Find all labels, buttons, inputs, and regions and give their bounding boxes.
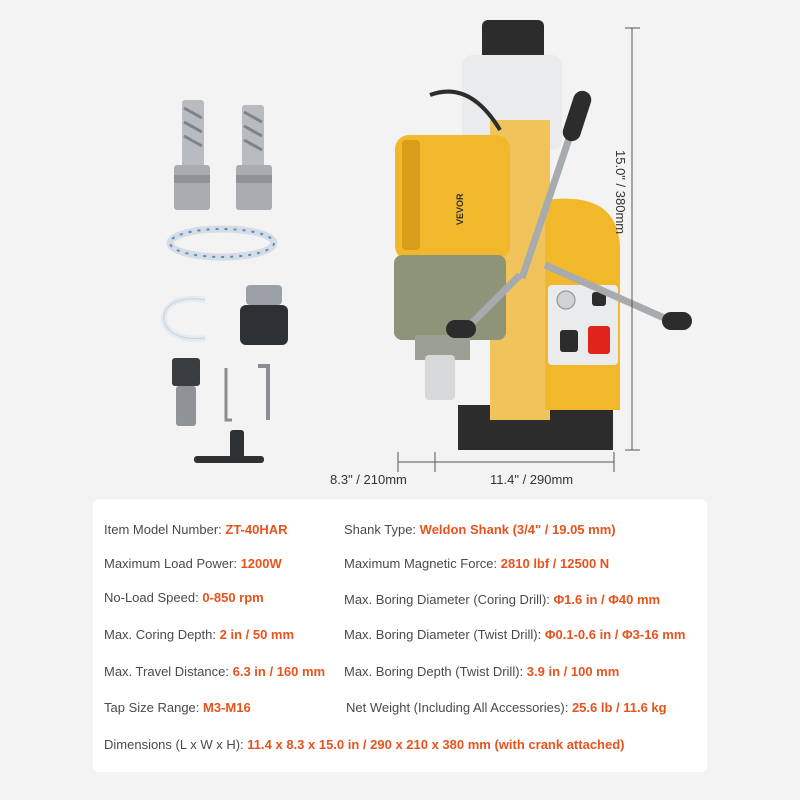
depth-dimension-label: 8.3" / 210mm (330, 472, 407, 487)
spec-value: 25.6 lb / 11.6 kg (571, 700, 667, 715)
spec-label: Shank Type: (344, 522, 417, 537)
annular-cutter-2-icon (236, 105, 272, 210)
spec-value: 11.4 x 8.3 x 15.0 in / 290 x 210 x 380 mm (with crank attached) (247, 737, 625, 752)
spec-value: M3-M16 (203, 700, 251, 715)
spec-label: Max. Coring Depth: (104, 627, 216, 642)
spec-coring-depth (104, 627, 294, 642)
spec-label: Maximum Magnetic Force: (344, 556, 498, 571)
height-dimension-label: 15.0" / 380mm (613, 150, 628, 235)
spec-bore-coring (344, 592, 660, 607)
spec-weight (346, 700, 667, 715)
spec-power (104, 556, 282, 571)
spec-value: 3.9 in / 100 mm (526, 664, 620, 679)
coolant-tube-icon (164, 299, 205, 339)
spec-value: Weldon Shank (3/4" / 19.05 mm) (419, 522, 616, 537)
spec-label: Max. Boring Diameter (Coring Drill): (344, 592, 550, 607)
spec-label: Max. Boring Depth (Twist Drill): (344, 664, 524, 679)
spec-travel (104, 664, 325, 679)
spec-tap (104, 700, 251, 715)
spec-label: Max. Travel Distance: (104, 664, 229, 679)
spec-value: 0-850 rpm (202, 590, 264, 605)
spec-value: 6.3 in / 160 mm (232, 664, 326, 679)
brand-mark: VEVOR (455, 193, 465, 225)
magnetic-drill-icon (394, 20, 692, 450)
spec-bore-depth (344, 664, 619, 679)
spec-bore-twist (344, 627, 685, 642)
spec-dimensions (104, 737, 625, 752)
spec-magnetic (344, 556, 609, 571)
spec-value: Φ0.1-0.6 in / Φ3-16 mm (544, 627, 686, 642)
spec-value: 2810 lbf / 12500 N (500, 556, 610, 571)
annular-cutter-1-icon (174, 100, 210, 210)
spec-shank (344, 522, 616, 537)
hex-keys-icon (226, 366, 268, 420)
spec-model (104, 522, 288, 537)
spec-label: Net Weight (Including All Accessories): (346, 700, 569, 715)
chuck-key-icon (194, 430, 264, 463)
spec-label: Tap Size Range: (104, 700, 200, 715)
spec-label: Item Model Number: (104, 522, 222, 537)
spec-label: Dimensions (L x W x H): (104, 737, 244, 752)
spec-value: 2 in / 50 mm (219, 627, 295, 642)
spec-label: Maximum Load Power: (104, 556, 237, 571)
spec-value: ZT-40HAR (225, 522, 288, 537)
drill-chuck-icon (240, 285, 288, 345)
safety-rope-icon (170, 229, 274, 257)
arbor-icon (172, 358, 200, 426)
spec-value: 1200W (240, 556, 282, 571)
length-dimension-label: 11.4" / 290mm (490, 472, 574, 487)
spec-value: Φ1.6 in / Φ40 mm (553, 592, 661, 607)
spec-label: Max. Boring Diameter (Twist Drill): (344, 627, 542, 642)
spec-speed (104, 590, 264, 605)
spec-label: No-Load Speed: (104, 590, 199, 605)
